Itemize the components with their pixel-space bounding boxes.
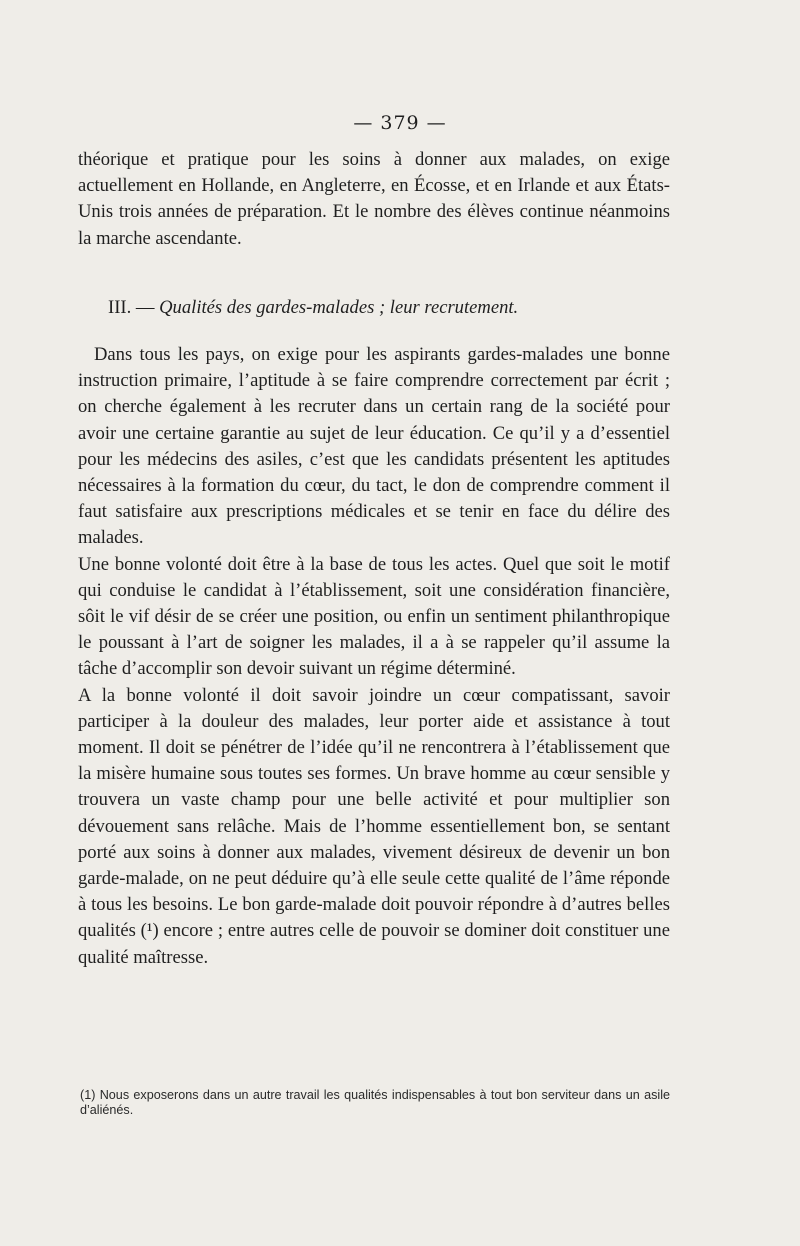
intro-paragraph-text: théorique et pratique pour les soins à donner aux malades, on exige actuellement en Hollande, en Angleterre, en Écosse, et en Irlande et aux États-Unis trois années de préparation. Et le nombre des élèves continue néanmoins la marche ascendante. [78,149,670,249]
footnote-text: (1) Nous exposerons dans un autre travail les qualités indispensables à tout bon serviteur dans un asile d’aliénés. [80,1088,670,1117]
paragraph: Une bonne volonté doit être à la base de tous les actes. Quel que soit le motif qui conduise le candidat à l’établissement, soit une considération financière, sôit le vif désir de se créer une position, ou enfin un sentiment philanthropique le poussant à l’art de soigner les malades, il a à se rappeler qu’il assume la tâche d’accomplir son devoir suivant un régime déterminé. [78,553,670,680]
footnote [78,1088,670,1118]
paragraph: Dans tous les pays, on exige pour les aspirants gardes-malades une bonne instruction primaire, l’aptitude à se faire comprendre correctement par écrit ; on cherche également à les recruter dans un certain rang de la société pour avoir une certaine garantie au sujet de leur éducation. Ce qu’il y a d’essentiel pour les médecins des asiles, c’est que les candidats présentent les aptitudes nécessaires à la formation du cœur, du tact, le don de comprendre comment il faut satisfaire aux prescriptions médicales et se tenir en face du délire des malades. [78,344,670,549]
section-title: Qualités des gardes-malades ; leur recrutement. [159,297,519,318]
intro-paragraph [78,147,670,252]
page-number: — 379 — [353,112,447,134]
paragraph: A la bonne volonté il doit savoir joindre un cœur compatissant, savoir participer à la douleur des malades, leur porter aide et assistance à tout moment. Il doit se pénétrer de l’idée qu’il ne rencontrera à l’établissement que la misère humaine sous toutes ses formes. Un brave homme au cœur sensible y trouvera un vaste champ pour une belle activité et pour multiplier son dévouement sans relâche. Mais de l’homme essentiellement bon, se sentant porté aux soins à donner aux malades, vivement désireux de devenir un bon garde-malade, on ne peut déduire qu’à elle seule cette qualité de l’âme réponde à tous les besoins. Le bon garde-malade doit pouvoir répondre à d’autres belles qualités (¹) encore ; entre autres celle de pouvoir se dominer doit constituer une qualité maîtresse. [78,684,670,968]
section-heading [108,295,708,321]
section-number: III. — [108,297,155,318]
body-text [78,342,670,971]
